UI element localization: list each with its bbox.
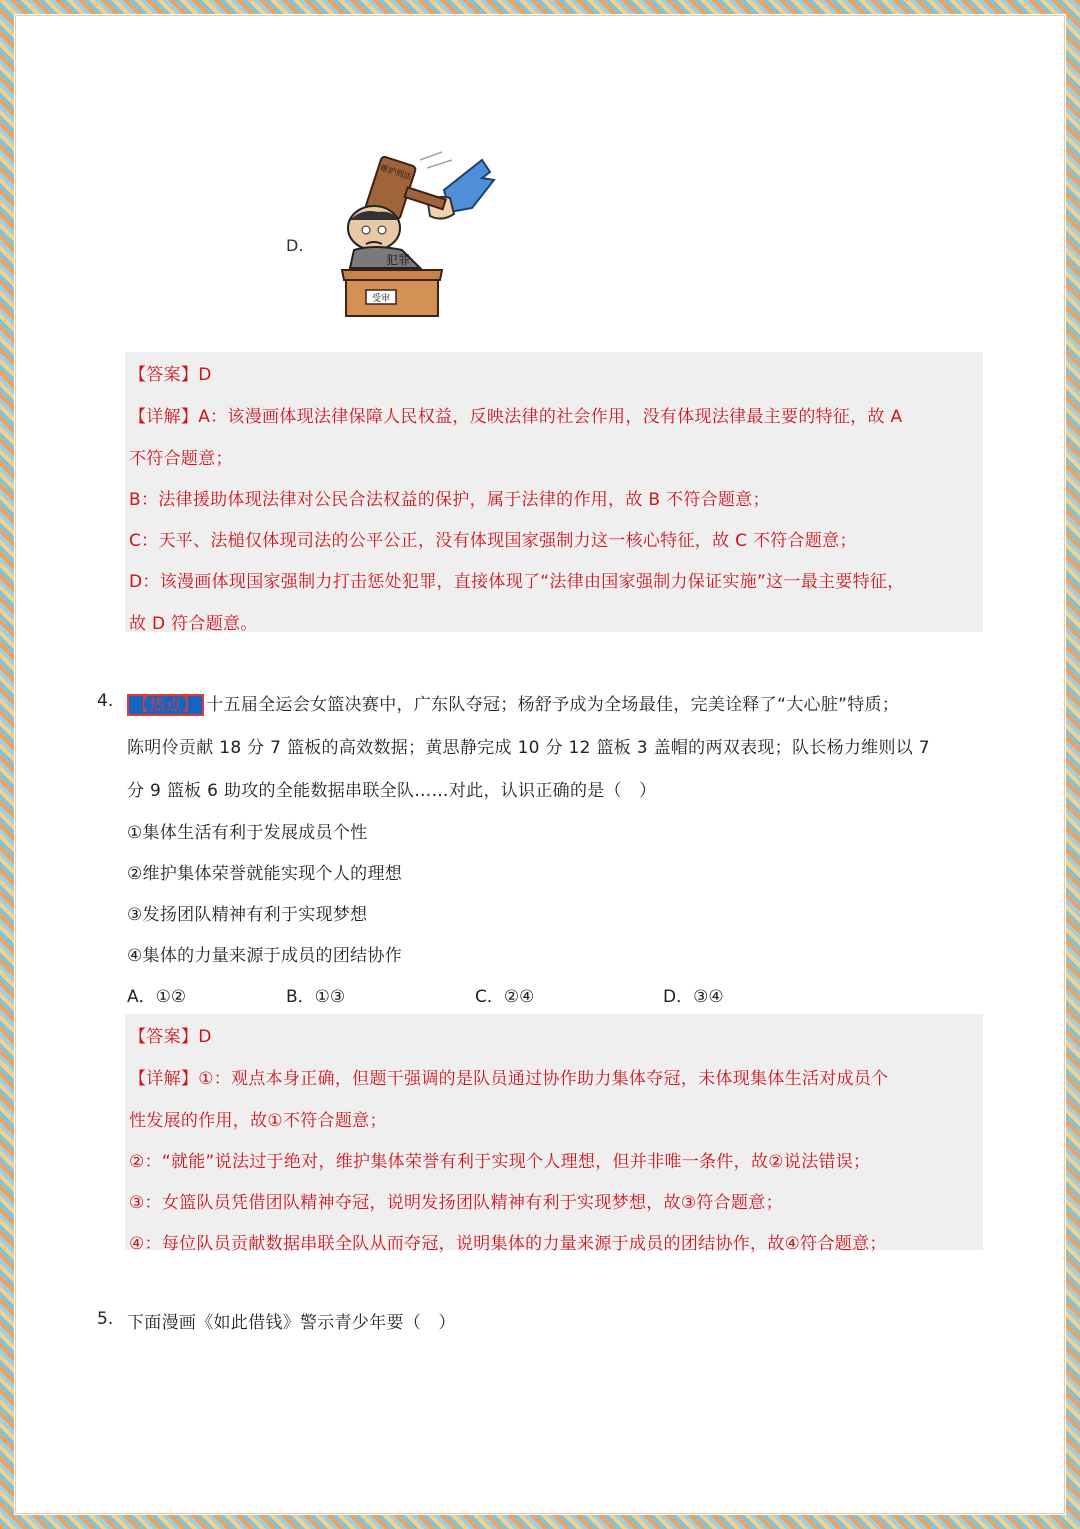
q4-explain-line: 性发展的作用，故①不符合题意； bbox=[129, 1111, 387, 1131]
q4-explain-line: 【详解】①：观点本身正确，但题干强调的是队员通过协作助力集体夺冠，未体现集体生活对成员个 bbox=[129, 1069, 889, 1089]
q4-answer-line: 【答案】D bbox=[129, 1027, 212, 1047]
question-number: 4. bbox=[97, 691, 114, 711]
gavel-text: 维护刑法 bbox=[379, 163, 413, 182]
statement-item: ④集体的力量来源于成员的团结协作 bbox=[127, 946, 403, 966]
inner-border-line bbox=[15, 15, 1065, 1514]
statement-item: ②维护集体荣誉就能实现个人的理想 bbox=[127, 864, 403, 884]
q3-answer-box bbox=[125, 352, 983, 632]
choice-a[interactable]: A．①② bbox=[127, 987, 187, 1007]
q3-explain-line: C：天平、法槌仅体现司法的公平公正，没有体现国家强制力这一核心特征，故 C 不符合题意； bbox=[129, 531, 857, 551]
q3-answer-line: 【答案】D bbox=[129, 365, 212, 385]
question-stem-line: 分 9 篮板 6 助攻的全能数据串联全队……对此，认识正确的是（ ） bbox=[127, 781, 657, 801]
q4-explain-line: ④：每位队员贡献数据串联全队从而夺冠，说明集体的力量来源于成员的团结协作，故④符合题意； bbox=[129, 1234, 887, 1254]
cartoon-gavel-criminal-icon bbox=[332, 150, 502, 322]
q3-explain-line: 【详解】A：该漫画体现法律保障人民权益，反映法律的社会作用，没有体现法律最主要的特征，故 A bbox=[129, 407, 903, 427]
q3-explain-line: D：该漫画体现国家强制力打击惩处犯罪，直接体现了“法律由国家强制力保证实施”这一最主要特征， bbox=[129, 572, 905, 592]
choice-c[interactable]: C．②④ bbox=[475, 987, 535, 1007]
choice-b[interactable]: B．①③ bbox=[286, 987, 346, 1007]
dock-label: 受审 bbox=[371, 294, 391, 304]
question-stem-line: 陈明伶贡献 18 分 7 篮板的高效数据；黄思静完成 10 分 12 篮板 3 盖帽的两双表现；队长杨力维则以 7 bbox=[127, 738, 930, 758]
q4-explain-line: ②：“就能”说法过于绝对，维护集体荣誉有利于实现个人理想，但并非唯一条件，故②说法错误； bbox=[129, 1152, 871, 1172]
q4-explain-line: ③：女篮队员凭借团队精神夺冠，说明发扬团队精神有利于实现梦想，故③符合题意； bbox=[129, 1193, 783, 1213]
question-stem-line: 下面漫画《如此借钱》警示青少年要（ ） bbox=[127, 1313, 456, 1333]
q3-explain-line: 故 D 符合题意。 bbox=[129, 614, 258, 634]
question-stem-text: 十五届全运会女篮决赛中，广东队夺冠；杨舒予成为全场最佳，完美诠释了“大心脏”特质； bbox=[206, 695, 900, 715]
statement-item: ③发扬团队精神有利于实现梦想 bbox=[127, 905, 368, 925]
statement-item: ①集体生活有利于发展成员个性 bbox=[127, 823, 368, 843]
hotspot-tag: 【热点】 bbox=[127, 694, 204, 716]
option-d-label: D. bbox=[286, 236, 304, 255]
choice-d[interactable]: D．③④ bbox=[663, 987, 724, 1007]
question-number: 5. bbox=[97, 1309, 114, 1329]
q3-explain-line: 不符合题意； bbox=[129, 449, 233, 469]
criminal-label: 犯罪 bbox=[386, 253, 411, 267]
question-stem-line bbox=[127, 690, 899, 716]
q3-explain-line: B：法律援助体现法律对公民合法权益的保护，属于法律的作用，故 B 不符合题意； bbox=[129, 490, 770, 510]
q4-answer-box bbox=[125, 1014, 983, 1254]
